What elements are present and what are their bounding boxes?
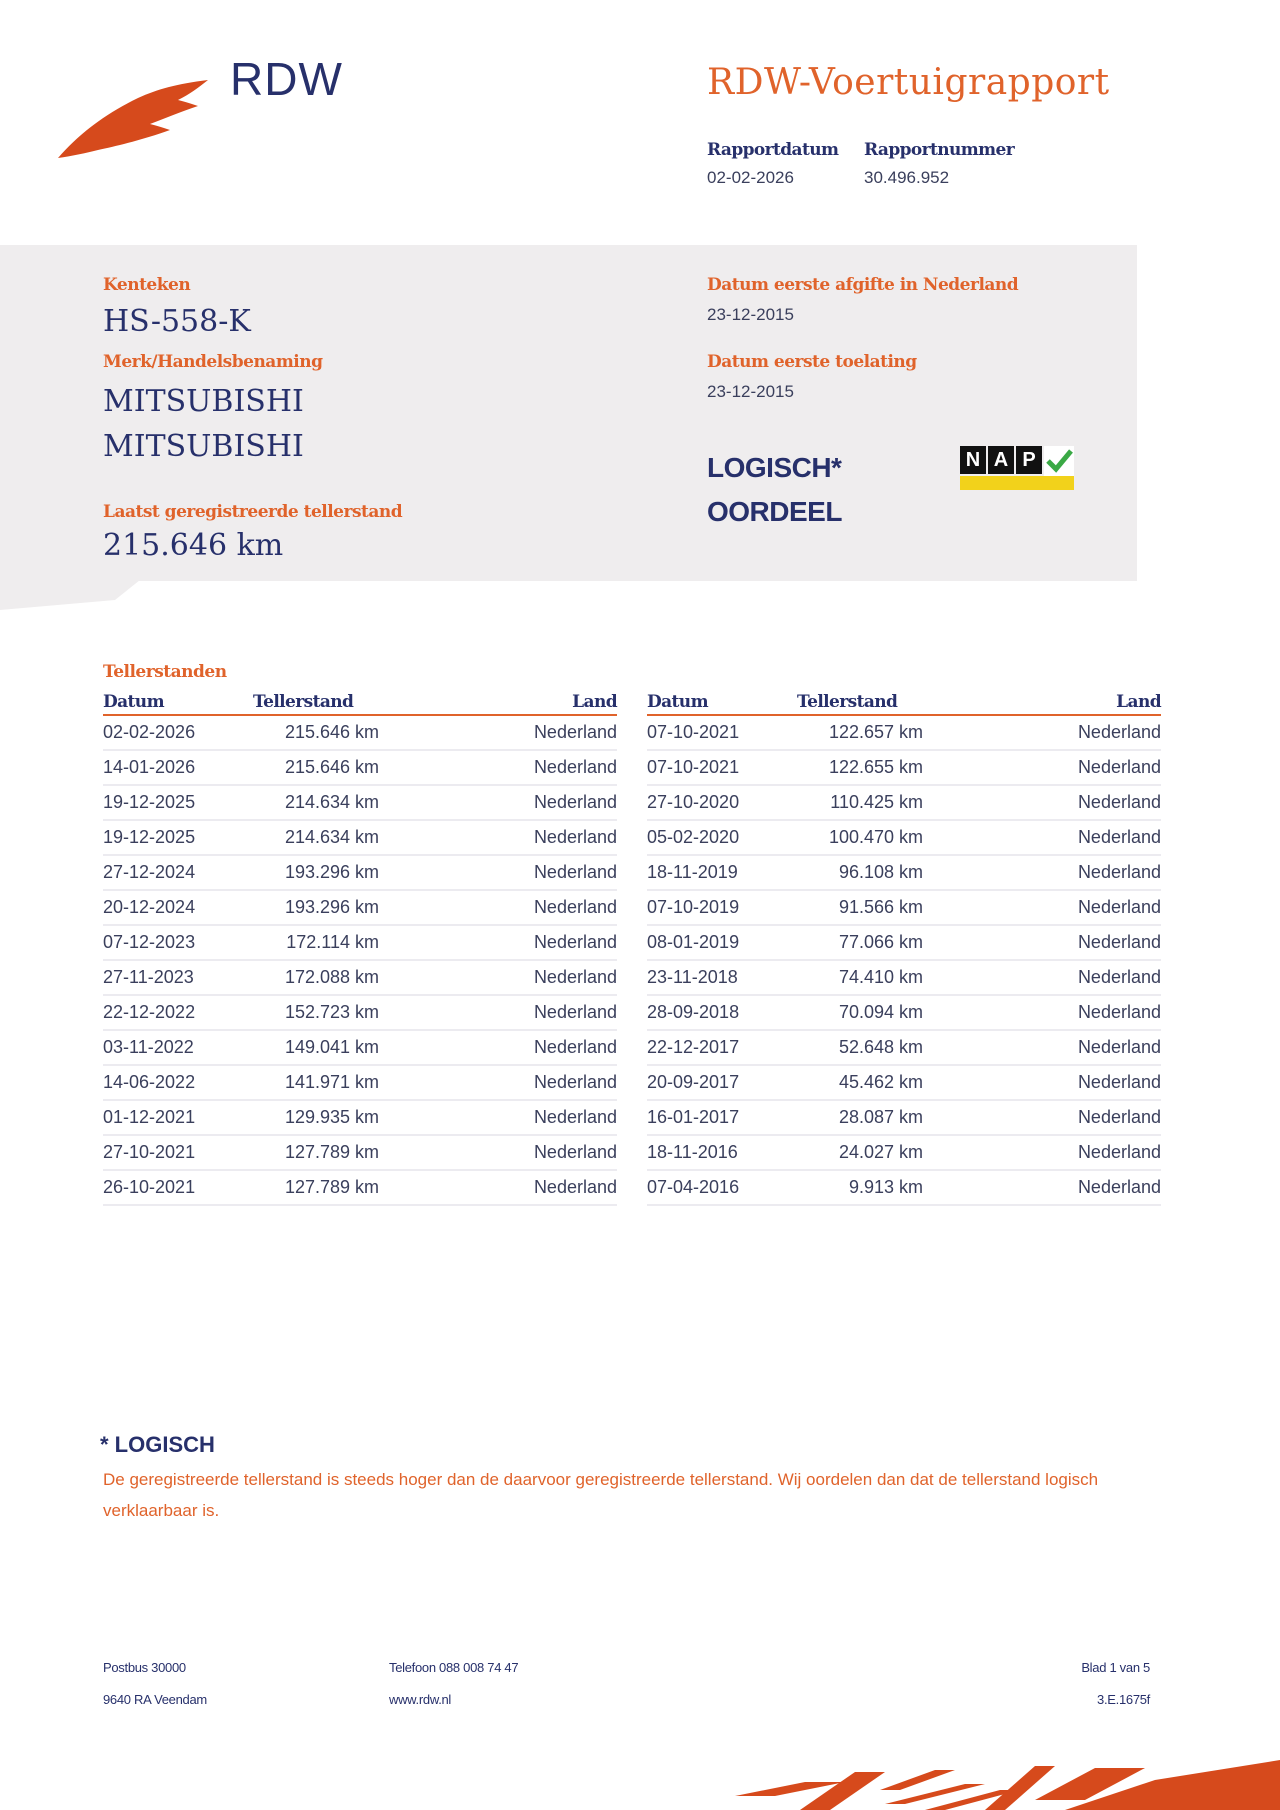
cell-date: 03-11-2022 <box>103 1037 194 1057</box>
cell-odometer: 214.634 km <box>284 792 379 812</box>
column-header-odometer: Tellerstand <box>253 692 354 712</box>
table-row <box>103 891 617 926</box>
cell-date: 14-06-2022 <box>103 1072 196 1092</box>
cell-odometer: 110.425 km <box>830 792 923 812</box>
column-header-date: Datum <box>103 692 164 712</box>
cell-date: 22-12-2017 <box>647 1037 740 1057</box>
nap-badge <box>960 446 1074 490</box>
cell-date: 07-10-2019 <box>647 897 740 917</box>
cell-odometer: 100.470 km <box>828 827 923 847</box>
nap-letter-a: A <box>988 446 1014 474</box>
table-row <box>647 1136 1161 1171</box>
cell-odometer: 96.108 km <box>838 862 923 882</box>
rdw-logo-icon <box>58 80 208 162</box>
cell-odometer: 70.094 km <box>838 1002 923 1022</box>
cell-odometer: 91.566 km <box>838 897 923 917</box>
cell-country: Nederland <box>1077 897 1161 917</box>
cell-date: 07-10-2021 <box>647 722 740 742</box>
nap-letter-p: P <box>1016 446 1042 474</box>
cell-odometer: 9.913 km <box>848 1177 923 1197</box>
cell-odometer: 141.971 km <box>284 1072 379 1092</box>
table-row <box>103 961 617 996</box>
table-row <box>647 891 1161 926</box>
verdict-line1: LOGISCH* <box>707 452 842 483</box>
column-header-odometer: Tellerstand <box>797 692 898 712</box>
cell-country: Nederland <box>533 967 617 987</box>
cell-date: 14-01-2026 <box>103 757 196 777</box>
odometer-table-right <box>647 690 1161 1206</box>
footer-document-code: 3.E.1675f <box>1097 1692 1150 1707</box>
cell-odometer: 193.296 km <box>284 897 379 917</box>
first-admission-label: Datum eerste toelating <box>707 352 917 372</box>
cell-country: Nederland <box>1077 827 1161 847</box>
cell-country: Nederland <box>533 757 617 777</box>
footnote-title: * LOGISCH <box>100 1432 215 1457</box>
report-date: 02-02-2026 <box>707 168 794 187</box>
footer-website[interactable]: www.rdw.nl <box>389 1692 452 1707</box>
cell-country: Nederland <box>533 1072 617 1092</box>
rdw-stripes-decoration <box>735 1760 1280 1810</box>
table-row <box>103 751 617 786</box>
table-row <box>647 1066 1161 1101</box>
plate-value: HS-558-K <box>103 304 251 339</box>
trade-name-value: MITSUBISHI <box>103 429 304 464</box>
table-row <box>103 1031 617 1066</box>
cell-odometer: 214.634 km <box>284 827 379 847</box>
cell-date: 16-01-2017 <box>647 1107 740 1127</box>
table-row <box>647 926 1161 961</box>
table-row <box>103 1101 617 1136</box>
table-row <box>647 751 1161 786</box>
column-header-date: Datum <box>647 692 708 712</box>
cell-country: Nederland <box>533 722 617 742</box>
verdict-line2: OORDEEL <box>707 496 842 527</box>
cell-date: 02-02-2026 <box>103 722 196 742</box>
table-row <box>103 856 617 891</box>
cell-country: Nederland <box>1077 1142 1161 1162</box>
cell-odometer: 45.462 km <box>838 1072 923 1092</box>
cell-date: 20-12-2024 <box>103 897 196 917</box>
cell-odometer: 152.723 km <box>284 1002 379 1022</box>
column-header-country: Land <box>1116 692 1161 712</box>
cell-country: Nederland <box>1077 1002 1161 1022</box>
brand-label: Merk/Handelsbenaming <box>103 352 323 372</box>
cell-country: Nederland <box>1077 757 1161 777</box>
table-row <box>647 1031 1161 1066</box>
cell-date: 23-11-2018 <box>647 967 738 987</box>
table-row <box>647 1101 1161 1136</box>
cell-odometer: 215.646 km <box>284 722 379 742</box>
cell-odometer: 52.648 km <box>838 1037 923 1057</box>
cell-odometer: 74.410 km <box>838 967 923 987</box>
table-row <box>103 1171 617 1206</box>
odometer-label: Laatst geregistreerde tellerstand <box>103 502 403 522</box>
footnote-text: De geregistreerde tellerstand is steeds hoger dan de daarvoor geregistreerde tellerstand. Wij oordelen dan dat de tellerstand logisch verklaarbaar is. <box>103 1470 1099 1520</box>
cell-country: Nederland <box>1077 1037 1161 1057</box>
cell-date: 05-02-2020 <box>647 827 740 847</box>
cell-odometer: 28.087 km <box>838 1107 923 1127</box>
cell-odometer: 172.114 km <box>286 932 379 952</box>
table-row <box>647 786 1161 821</box>
table-row <box>647 856 1161 891</box>
cell-country: Nederland <box>533 827 617 847</box>
cell-country: Nederland <box>533 862 617 882</box>
cell-odometer: 127.789 km <box>284 1142 379 1162</box>
cell-country: Nederland <box>533 1002 617 1022</box>
report-title: RDW-Voertuigrapport <box>707 62 1110 103</box>
table-row <box>103 1136 617 1171</box>
table-row <box>647 961 1161 996</box>
table-row <box>103 996 617 1031</box>
cell-date: 22-12-2022 <box>103 1002 196 1022</box>
plate-label: Kenteken <box>103 275 191 295</box>
cell-date: 27-11-2023 <box>103 967 194 987</box>
cell-country: Nederland <box>1077 1107 1161 1127</box>
odometer-table-left <box>103 690 617 1206</box>
cell-odometer: 77.066 km <box>838 932 923 952</box>
footer-city: 9640 RA Veendam <box>103 1692 207 1707</box>
cell-country: Nederland <box>1077 722 1161 742</box>
check-icon <box>1044 446 1074 476</box>
nap-letter-n: N <box>960 446 986 474</box>
cell-date: 27-10-2020 <box>647 792 740 812</box>
cell-country: Nederland <box>1077 1072 1161 1092</box>
table-row <box>103 1066 617 1101</box>
table-row <box>647 821 1161 856</box>
cell-date: 18-11-2019 <box>647 862 738 882</box>
cell-date: 19-12-2025 <box>103 792 196 812</box>
cell-country: Nederland <box>1077 1177 1161 1197</box>
footer-po-box: Postbus 30000 <box>103 1660 186 1675</box>
cell-date: 28-09-2018 <box>647 1002 740 1022</box>
table-row <box>647 716 1161 751</box>
cell-date: 27-10-2021 <box>103 1142 196 1162</box>
cell-odometer: 24.027 km <box>838 1142 923 1162</box>
cell-country: Nederland <box>533 932 617 952</box>
cell-odometer: 172.088 km <box>284 967 379 987</box>
odometer-section-label: Tellerstanden <box>103 662 227 682</box>
cell-odometer: 122.655 km <box>828 757 923 777</box>
cell-country: Nederland <box>1077 792 1161 812</box>
cell-country: Nederland <box>533 1037 617 1057</box>
column-header-country: Land <box>572 692 617 712</box>
table-header <box>103 690 617 716</box>
odometer-value: 215.646 km <box>103 528 284 563</box>
first-issue-nl-label: Datum eerste afgifte in Nederland <box>707 275 1019 295</box>
first-issue-nl-value: 23-12-2015 <box>707 305 794 324</box>
report-number-label: Rapportnummer <box>864 140 1015 160</box>
cell-date: 01-12-2021 <box>103 1107 196 1127</box>
cell-odometer: 127.789 km <box>284 1177 379 1197</box>
cell-country: Nederland <box>533 1107 617 1127</box>
cell-date: 19-12-2025 <box>103 827 196 847</box>
cell-date: 20-09-2017 <box>647 1072 740 1092</box>
cell-country: Nederland <box>1077 967 1161 987</box>
cell-odometer: 129.935 km <box>284 1107 379 1127</box>
table-row <box>103 786 617 821</box>
logo-text: RDW <box>230 53 343 105</box>
cell-date: 26-10-2021 <box>103 1177 196 1197</box>
cell-date: 07-04-2016 <box>647 1177 740 1197</box>
brand-value: MITSUBISHI <box>103 384 304 419</box>
cell-date: 27-12-2024 <box>103 862 196 882</box>
cell-date: 07-10-2021 <box>647 757 740 777</box>
table-row <box>103 716 617 751</box>
cell-odometer: 215.646 km <box>284 757 379 777</box>
footer-page-number: Blad 1 van 5 <box>1081 1660 1150 1675</box>
cell-country: Nederland <box>1077 862 1161 882</box>
footer-phone: Telefoon 088 008 74 47 <box>389 1660 519 1675</box>
report-date-label: Rapportdatum <box>707 140 839 160</box>
cell-date: 18-11-2016 <box>647 1142 738 1162</box>
cell-country: Nederland <box>533 792 617 812</box>
table-row <box>647 1171 1161 1206</box>
cell-odometer: 193.296 km <box>284 862 379 882</box>
table-row <box>103 926 617 961</box>
table-row <box>103 821 617 856</box>
cell-date: 08-01-2019 <box>647 932 740 952</box>
table-header <box>647 690 1161 716</box>
cell-odometer: 122.657 km <box>828 722 923 742</box>
cell-country: Nederland <box>533 1177 617 1197</box>
report-number: 30.496.952 <box>864 168 950 187</box>
table-row <box>647 996 1161 1031</box>
cell-country: Nederland <box>533 1142 617 1162</box>
cell-country: Nederland <box>1077 932 1161 952</box>
cell-date: 07-12-2023 <box>103 932 196 952</box>
panel-notch-decoration <box>0 580 140 610</box>
first-admission-value: 23-12-2015 <box>707 382 794 401</box>
cell-country: Nederland <box>533 897 617 917</box>
cell-odometer: 149.041 km <box>284 1037 379 1057</box>
